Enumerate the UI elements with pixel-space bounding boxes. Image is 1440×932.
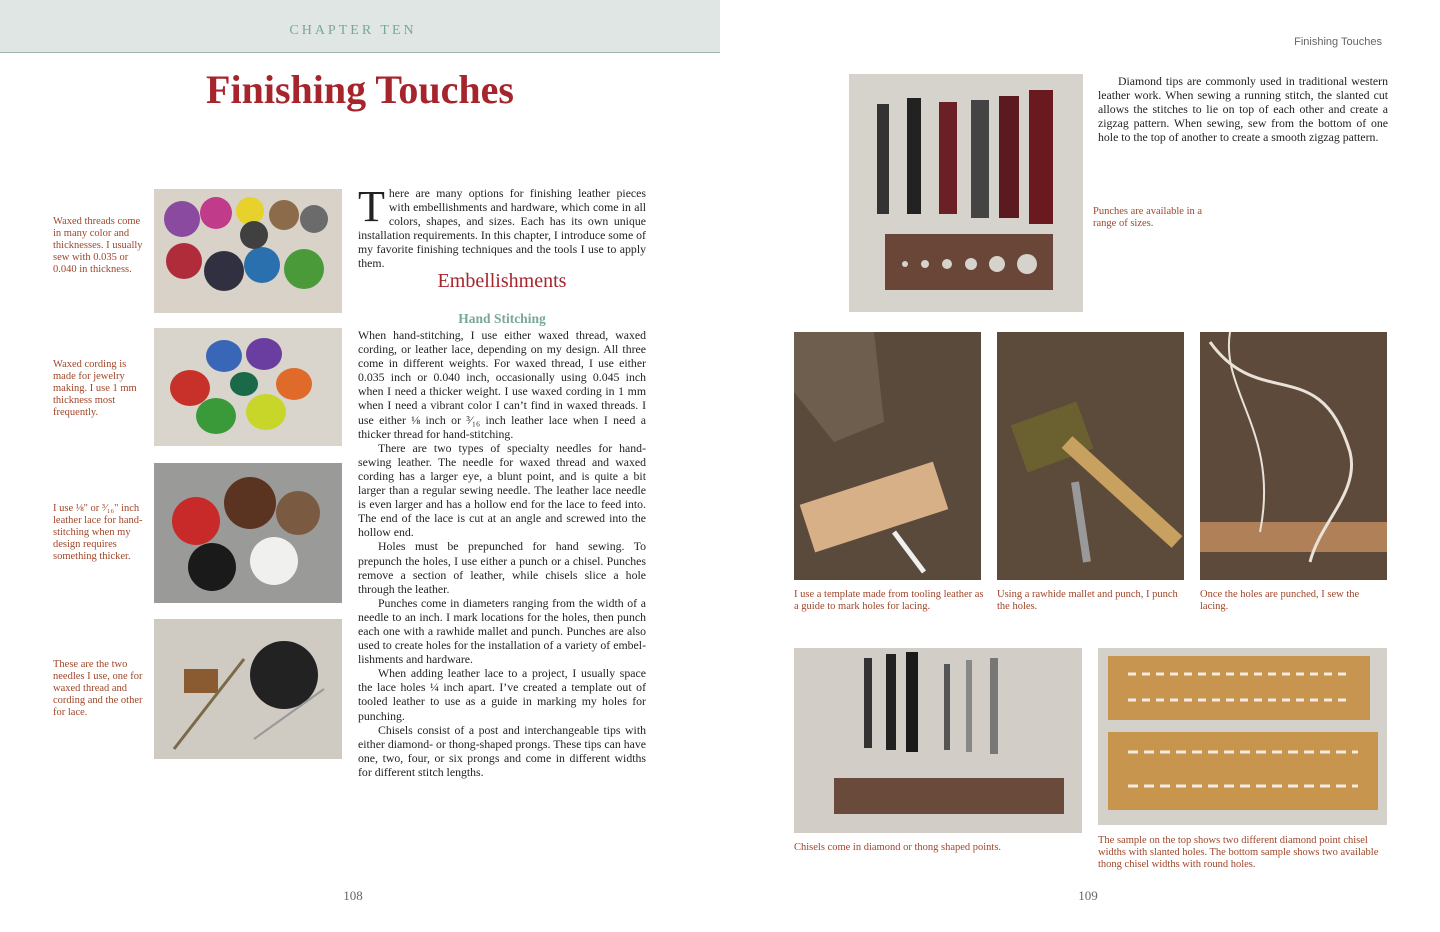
caption-waxed-cording: Waxed cording is made for jewelry making. I use 1 mm thickness most frequently. [53, 359, 137, 418]
right-intro-paragraph: Diamond tips are commonly used in traditional western leather work. When sewing a running stitch, the slanted cut allows the stitches to lie on top of each other and create a zigzag pattern. When sewing, sew from the bottom of one hole to the top of another to create a smooth zigzag pattern. [1098, 74, 1388, 145]
folio-right: 109 [1078, 888, 1098, 903]
photo-needles [154, 619, 342, 759]
photo-waxed-threads [154, 189, 342, 313]
caption-lacing: Once the holes are punched, I sew the lacing. [1200, 589, 1360, 612]
caption-waxed-threads: Waxed threads come in many color and thicknesses. I usually sew with 0.035 or 0.040 in thickness. [53, 216, 143, 275]
photo-samples [1098, 648, 1387, 825]
intro-text [358, 182, 646, 271]
paragraph: When hand-stitching, I use either waxed thread, waxed cording, or leather lace, depending on my design. All three come in different weights. For waxed thread, I use either 0.035 inch or 0.040 inch, occasionally using 0.045 inch when I need a thicker weight. I use waxed cording in 1 mm when I need a vibrant color I can’t find in waxed threads. I use either ⅛ inch or ³⁄₁₆ inch leather lace when I need a thicker thread for hand-stitching. [358, 328, 646, 441]
photo-lacing [1200, 332, 1387, 580]
caption-needles: These are the two needles I use, one for waxed thread and cording and the other for lace. [53, 659, 143, 718]
photo-leather-lace [154, 463, 342, 603]
photo-chisels [794, 648, 1082, 833]
caption-leather-lace: I use ⅛" or ³⁄₁₆" inch leather lace for hand-stitching when my design requires something thicker. [53, 503, 143, 562]
page-title: Finishing Touches [206, 67, 514, 112]
caption-mallet: Using a rawhide mallet and punch, I punch the holes. [997, 589, 1178, 612]
photo-mallet [997, 332, 1184, 580]
section-heading: Embellishments [437, 270, 567, 292]
drop-cap: T [358, 182, 385, 231]
photo-waxed-cording [154, 328, 342, 446]
folio-left: 108 [343, 888, 363, 903]
paragraph: When adding leather lace to a project, I usually space the lace holes ¼ inch apart. I’ve created a template out of tooled leather to use as a guide in marking my holes for punching. [358, 666, 646, 723]
paragraph: There are two types of specialty needles for hand-sewing leather. The needle for waxed thread and waxed cording has a larger eye, a blunt point, and is quite a bit larger than a regular sewing needle. The leather lace needle is even larger and has a hollow end for the lace to feed into. The end of the lace is cut at an angle and screwed into the hollow end. [358, 440, 646, 540]
intro-paragraph: here are many options for finishing leather pieces with embellishments and hardware, which come in all colors, shapes, and sizes. Each has its own unique installation requirements. In this chapter, I introduce some of my favorite finishing techniques and the tools I use to apply them. [358, 186, 646, 271]
caption-punches: Punches are available in a range of sizes. [1093, 206, 1203, 229]
paragraph: Punches come in diameters ranging from the width of a needle to an inch. I mark locations for the holes, then punch each one with a rawhide mallet and punch. Punches are also used to create holes for the installation of a variety of embel-lishments and hardware. [358, 595, 646, 667]
paragraph: Holes must be prepunched for hand sewing. To prepunch the holes, I use either a punch or a chisel. Punches remove a section of leather, while chisels slice a hole through the leather. [358, 539, 646, 596]
photo-punches [849, 74, 1083, 312]
caption-samples: The sample on the top shows two different diamond point chisel widths with slanted holes. The bottom sample shows two available thong chisel widths with round holes. [1098, 835, 1379, 870]
subheading: Hand Stitching [458, 311, 546, 326]
caption-chisels: Chisels come in diamond or thong shaped points. [794, 842, 1002, 853]
paragraph: Chisels consist of a post and interchangeable tips with either diamond- or thong-shaped prongs. These tips can have one, two, four, or six prongs and come in different widths for different stitch lengths. [358, 722, 646, 779]
body-text [358, 328, 646, 779]
right-intro [1098, 74, 1388, 144]
chapter-label: CHAPTER TEN [289, 23, 417, 38]
running-head: Finishing Touches [1294, 36, 1382, 48]
photo-template [794, 332, 981, 580]
caption-template: I use a template made from tooling leather as a guide to mark holes for lacing. [794, 589, 984, 612]
